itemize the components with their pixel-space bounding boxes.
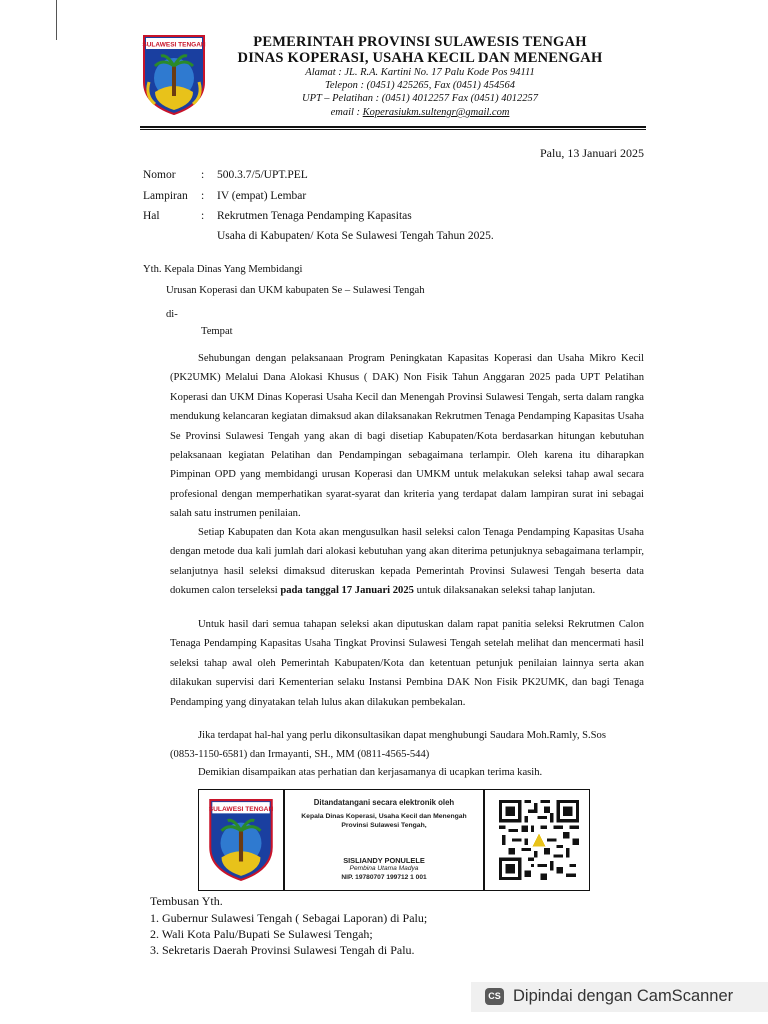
meta-hal xyxy=(143,210,412,222)
camscanner-label: Dipindai dengan CamScanner xyxy=(513,987,734,1005)
svg-text:SULAWESI TENGAH: SULAWESI TENGAH xyxy=(208,805,274,813)
meta-hal-value-2: Usaha di Kabupaten/ Kota Se Sulawesi Tengah Tahun 2025. xyxy=(217,230,494,242)
signature-title-line1: Kepala Dinas Koperasi, Usaha Kecil dan Menengah xyxy=(301,813,467,820)
electronic-signature-box xyxy=(198,789,590,891)
meta-colon: : xyxy=(201,210,205,222)
body-p1-text: Sehubungan dengan pelaksanaan Program Peningkatan Kapasitas Koperasi dan Usaha Mikro Kecil (PK2UMK) Melalui Dana Alokasi Khusus ( DAK) Non Fisik Tahun Anggaran 2025 pada UPT Pelatihan Koperasi dan UKM Dinas Koperasi Usaha Kecil dan Menengah Provinsi Sulawesi Tengah, serta dalam rangka mendukung kelancaran kegiatan dimaksud akan dilaksanakan Rekrutmen Tenaga Pendamping Kapasitas Usaha Se Provinsi Sulawesi Tengah yang akan di bagi disetiap Kabupaten/Kota berdasarkan hitungan kebutuhan pelaksanaan kegiatan Pelatihan dan Pendampingan sebagaimana terlampir. Oleh karena itu diharapkan Pimpinan OPD yang membidangi urusan Koperasi dan UMKM untuk melakukan seleksi tahap awal secara profesional dengan memperhatikan syarat-syarat dan kriteria yang terdapat dalam lampiran surat ini sebagai salah satu instrumen penilaian. xyxy=(170,353,644,520)
meta-colon: : xyxy=(201,169,205,181)
meta-hal-label: Hal xyxy=(143,210,160,222)
body-paragraph-3 xyxy=(170,615,644,712)
cc-title: Tembusan Yth. xyxy=(150,894,223,908)
meta-hal-value-1: Rekrutmen Tenaga Pendamping Kapasitas xyxy=(217,210,412,222)
email-label: email : xyxy=(330,107,363,118)
signature-divider xyxy=(483,790,485,890)
body-p5: Demikian disampaikan atas perhatian dan kerjasamanya di ucapkan terima kasih. xyxy=(198,767,543,778)
letterhead-rule xyxy=(140,126,646,128)
letterhead-email-line xyxy=(205,107,635,118)
meta-lampiran-label: Lampiran xyxy=(143,190,188,202)
letter-date: Palu, 13 Januari 2025 xyxy=(540,146,644,160)
cc-item: 3. Sekretaris Daerah Provinsi Sulawesi Tengah di Palu. xyxy=(150,943,415,957)
svg-text:SULAWESI TENGAH: SULAWESI TENGAH xyxy=(142,41,206,49)
scan-edge-line xyxy=(56,0,57,40)
signature-nip: NIP. 19780707 199712 1 001 xyxy=(341,874,427,881)
letterhead-line2: DINAS KOPERASI, USAHA KECIL DAN MENENGAH xyxy=(237,50,603,66)
signature-title xyxy=(287,812,481,830)
addressee-di: di- xyxy=(166,309,178,320)
letterhead-line1: PEMERINTAH PROVINSI SULAWESIS TENGAH xyxy=(253,34,587,50)
qr-code xyxy=(499,800,579,880)
signature-divider xyxy=(283,790,285,890)
signature-header: Ditandatangani secara elektronik oleh xyxy=(313,798,455,807)
camscanner-icon: CS xyxy=(485,988,504,1005)
letterhead-rule-thin xyxy=(140,129,646,130)
signature-province-logo xyxy=(205,798,277,882)
meta-colon: : xyxy=(201,190,205,202)
signature-name: SISLIANDY PONULELE xyxy=(343,856,425,865)
body-p4-line1: Jika terdapat hal-hal yang perlu dikonsultasikan dapat menghubungi Saudara Moh.Ramly, S.Sos xyxy=(198,730,606,741)
camscanner-watermark xyxy=(471,982,768,1012)
meta-nomor xyxy=(143,169,308,181)
meta-lampiran-value: IV (empat) Lembar xyxy=(217,190,307,202)
addressee-tempat: Tempat xyxy=(201,326,233,337)
addressee-line1: Yth. Kepala Dinas Yang Membidangi xyxy=(143,264,303,275)
meta-nomor-value: 500.3.7/5/UPT.PEL xyxy=(217,169,308,181)
body-p4-line2: (0853-1150-6581) dan Irmayanti, SH., MM (0811-4565-544) xyxy=(170,749,430,760)
email-address: Koperasiukm.sultengr@gmail.com xyxy=(362,107,510,118)
body-p2-text-a: Setiap Kabupaten dan Kota akan mengusulkan hasil seleksi calon Tenaga Pendamping Kapasitas Usaha dengan metode dua kali jumlah dari alokasi kebutuhan yang akan diterima petunjuknya sebagaimana terlampir, selanjutnya hasil seleksi dimaksud diteruskan kepada Pemerintah Provinsi Sulawesi Tengah beserta data dokumen calon terseleksi xyxy=(170,527,644,597)
meta-nomor-label: Nomor xyxy=(143,169,176,181)
cc-item: 1. Gubernur Sulawesi Tengah ( Sebagai Laporan) di Palu; xyxy=(150,911,428,925)
body-p3-text: Untuk hasil dari semua tahapan seleksi akan diputuskan dalam rapat panitia seleksi Rekrutmen Calon Tenaga Pendamping Kapasitas Usaha Tingkat Provinsi Sulawesi Tengah setelah melihat dan mencermati hasil seleksi tahap awal oleh Pemerintah Kabupaten/Kota dan ketentuan petunjuk penilaian lainnya serta akan dilakukan supervisi dari Kementerian selaku Instansi Pembina DAK Non Fisik PK2UMK, dan bagi Tenaga Pendamping yang dinyatakan telah lulus akan dilakukan pembekalan. xyxy=(170,619,644,708)
letterhead-address: Alamat : JL. R.A. Kartini No. 17 Palu Kode Pos 94111 xyxy=(305,67,535,78)
body-paragraph-1 xyxy=(170,349,644,524)
signature-title-line2: Provinsi Sulawesi Tengah, xyxy=(341,822,427,829)
letterhead-upt: UPT – Pelatihan : (0451) 4012257 Fax (0451) 4012257 xyxy=(301,93,539,104)
cc-item: 2. Wali Kota Palu/Bupati Se Sulawesi Tengah; xyxy=(150,927,373,941)
body-paragraph-2 xyxy=(170,523,644,601)
signature-rank: Pembina Utama Madya xyxy=(349,865,419,872)
province-logo xyxy=(141,34,207,116)
letterhead-phone: Telepon : (0451) 425265, Fax (0451) 454564 xyxy=(324,80,516,91)
body-p2-text-b: untuk dilaksanakan seleksi tahap lanjutan. xyxy=(413,585,596,597)
meta-lampiran xyxy=(143,190,306,202)
addressee-line2: Urusan Koperasi dan UKM kabupaten Se – Sulawesi Tengah xyxy=(166,285,425,296)
body-p2-deadline: pada tanggal 17 Januari 2025 xyxy=(280,585,414,597)
